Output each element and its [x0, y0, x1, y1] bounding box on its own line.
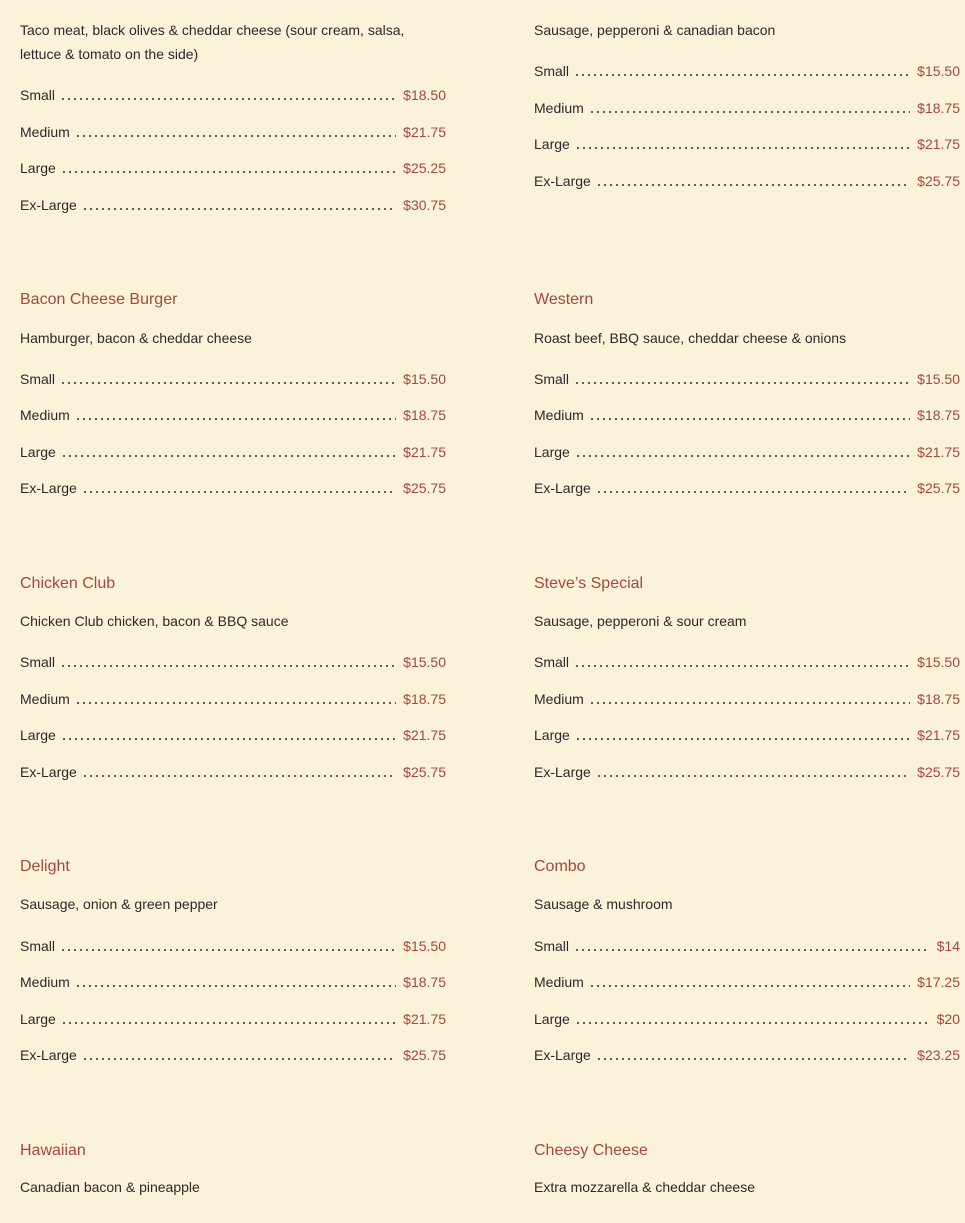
size-price: $15.50	[403, 371, 446, 387]
dot-leader	[75, 984, 396, 988]
dot-leader	[574, 73, 910, 77]
size-row	[534, 725, 960, 745]
item-description: Sausage & mushroom	[534, 896, 673, 912]
size-label: Medium	[534, 100, 584, 116]
size-row	[534, 689, 960, 709]
dot-leader	[575, 737, 910, 741]
size-label: Medium	[534, 974, 584, 990]
dot-leader	[574, 381, 910, 385]
size-label: Medium	[20, 974, 70, 990]
size-row	[534, 762, 960, 782]
size-price: $21.75	[917, 727, 960, 743]
size-label: Medium	[534, 691, 584, 707]
item-name: Western	[534, 291, 594, 308]
item-description: Extra mozzarella & cheddar cheese	[534, 1179, 755, 1195]
size-label: Small	[534, 938, 570, 954]
size-price: $18.75	[917, 691, 960, 707]
size-row	[20, 725, 446, 745]
dot-leader	[575, 146, 910, 150]
size-label: Small	[20, 938, 56, 954]
dot-leader	[596, 183, 910, 187]
size-price: $30.75	[403, 197, 446, 213]
item-name: Combo	[534, 858, 586, 875]
item-name: Delight	[20, 858, 70, 875]
size-row	[534, 134, 960, 154]
dot-leader	[60, 948, 396, 952]
item-description: Roast beef, BBQ sauce, cheddar cheese & onions	[534, 330, 847, 346]
size-row	[20, 405, 446, 425]
size-label: Small	[20, 654, 56, 670]
size-row	[20, 689, 446, 709]
size-row	[20, 478, 446, 498]
item-description: Sausage, pepperoni & canadian bacon	[534, 22, 776, 38]
size-row	[534, 972, 960, 992]
size-label: Medium	[534, 407, 584, 423]
dot-leader	[82, 1057, 396, 1061]
size-price: $25.25	[403, 160, 446, 176]
size-price: $17.25	[917, 974, 960, 990]
size-price: $18.50	[403, 87, 446, 103]
size-label: Small	[534, 371, 570, 387]
size-row	[534, 478, 960, 498]
item-name: Bacon Cheese Burger	[20, 291, 178, 308]
size-price: $23.25	[917, 1047, 960, 1063]
size-label: Ex-Large	[534, 480, 591, 496]
item-description: Chicken Club chicken, bacon & BBQ sauce	[20, 613, 289, 629]
size-price: $25.75	[403, 1047, 446, 1063]
dot-leader	[589, 701, 910, 705]
item-description: Canadian bacon & pineapple	[20, 1179, 200, 1195]
dot-leader	[61, 454, 396, 458]
size-price: $15.50	[403, 654, 446, 670]
size-label: Large	[534, 444, 570, 460]
size-row	[20, 936, 446, 956]
size-label: Large	[534, 1011, 570, 1027]
size-price: $21.75	[403, 727, 446, 743]
size-row	[534, 1045, 960, 1065]
size-price: $14	[936, 938, 960, 954]
size-label: Small	[20, 371, 56, 387]
size-price: $25.75	[917, 480, 960, 496]
size-price: $20	[936, 1011, 960, 1027]
size-price: $25.75	[917, 764, 960, 780]
size-label: Ex-Large	[534, 1047, 591, 1063]
size-label: Ex-Large	[534, 173, 591, 189]
size-row	[534, 1009, 960, 1029]
dot-leader	[589, 984, 910, 988]
dot-leader	[596, 1057, 910, 1061]
size-price: $15.50	[403, 938, 446, 954]
item-name: Steve’s Special	[534, 575, 644, 592]
dot-leader	[575, 454, 910, 458]
dot-leader	[82, 490, 396, 494]
size-label: Large	[534, 727, 570, 743]
size-label: Ex-Large	[20, 480, 77, 496]
size-row	[534, 61, 960, 81]
size-price: $18.75	[403, 974, 446, 990]
size-row	[20, 972, 446, 992]
size-price: $21.75	[403, 444, 446, 460]
dot-leader	[75, 417, 396, 421]
size-row	[20, 442, 446, 462]
dot-leader	[596, 774, 910, 778]
size-price: $21.75	[917, 136, 960, 152]
size-price: $15.50	[917, 371, 960, 387]
size-price: $15.50	[917, 63, 960, 79]
size-row	[20, 122, 446, 142]
size-label: Medium	[20, 407, 70, 423]
size-row	[534, 405, 960, 425]
size-label: Medium	[20, 691, 70, 707]
size-label: Large	[20, 444, 56, 460]
size-row	[534, 652, 960, 672]
size-row	[20, 85, 446, 105]
size-price: $18.75	[917, 407, 960, 423]
size-label: Small	[534, 654, 570, 670]
size-label: Small	[534, 63, 570, 79]
size-price: $18.75	[403, 407, 446, 423]
dot-leader	[589, 417, 910, 421]
size-price: $21.75	[403, 124, 446, 140]
size-row	[20, 1045, 446, 1065]
item-description: Sausage, pepperoni & sour cream	[534, 613, 747, 629]
size-price: $21.75	[403, 1011, 446, 1027]
size-price: $18.75	[917, 100, 960, 116]
item-name: Chicken Club	[20, 575, 116, 592]
dot-leader	[82, 207, 396, 211]
item-name: Hawaiian	[20, 1142, 86, 1159]
dot-leader	[61, 170, 396, 174]
size-label: Ex-Large	[20, 197, 77, 213]
item-name: Cheesy Cheese	[534, 1142, 648, 1159]
dot-leader	[75, 701, 396, 705]
item-description: Taco meat, black olives & cheddar cheese (sour cream, salsa, lettuce & tomato on the side)	[20, 22, 405, 62]
item-description: Hamburger, bacon & cheddar cheese	[20, 330, 252, 346]
size-label: Large	[20, 1011, 56, 1027]
size-row	[20, 652, 446, 672]
size-label: Medium	[20, 124, 70, 140]
dot-leader	[596, 490, 910, 494]
size-price: $18.75	[403, 691, 446, 707]
size-label: Ex-Large	[534, 764, 591, 780]
size-label: Large	[20, 160, 56, 176]
size-price: $25.75	[403, 764, 446, 780]
dot-leader	[60, 664, 396, 668]
size-price: $15.50	[917, 654, 960, 670]
size-price: $25.75	[917, 173, 960, 189]
size-row	[20, 369, 446, 389]
item-description: Sausage, onion & green pepper	[20, 896, 218, 912]
size-label: Large	[20, 727, 56, 743]
dot-leader	[575, 1021, 930, 1025]
size-label: Ex-Large	[20, 764, 77, 780]
dot-leader	[61, 1021, 396, 1025]
dot-leader	[60, 381, 396, 385]
size-row	[534, 369, 960, 389]
size-price: $25.75	[403, 480, 446, 496]
dot-leader	[574, 948, 930, 952]
size-row	[20, 158, 446, 178]
size-row	[534, 171, 960, 191]
size-label: Large	[534, 136, 570, 152]
size-row	[534, 442, 960, 462]
dot-leader	[589, 110, 910, 114]
size-price: $21.75	[917, 444, 960, 460]
dot-leader	[61, 737, 396, 741]
size-row	[20, 195, 446, 215]
size-row	[534, 936, 960, 956]
dot-leader	[82, 774, 396, 778]
dot-leader	[574, 664, 910, 668]
size-label: Ex-Large	[20, 1047, 77, 1063]
size-row	[20, 1009, 446, 1029]
dot-leader	[75, 134, 396, 138]
size-row	[534, 98, 960, 118]
dot-leader	[60, 97, 396, 101]
size-row	[20, 762, 446, 782]
size-label: Small	[20, 87, 56, 103]
